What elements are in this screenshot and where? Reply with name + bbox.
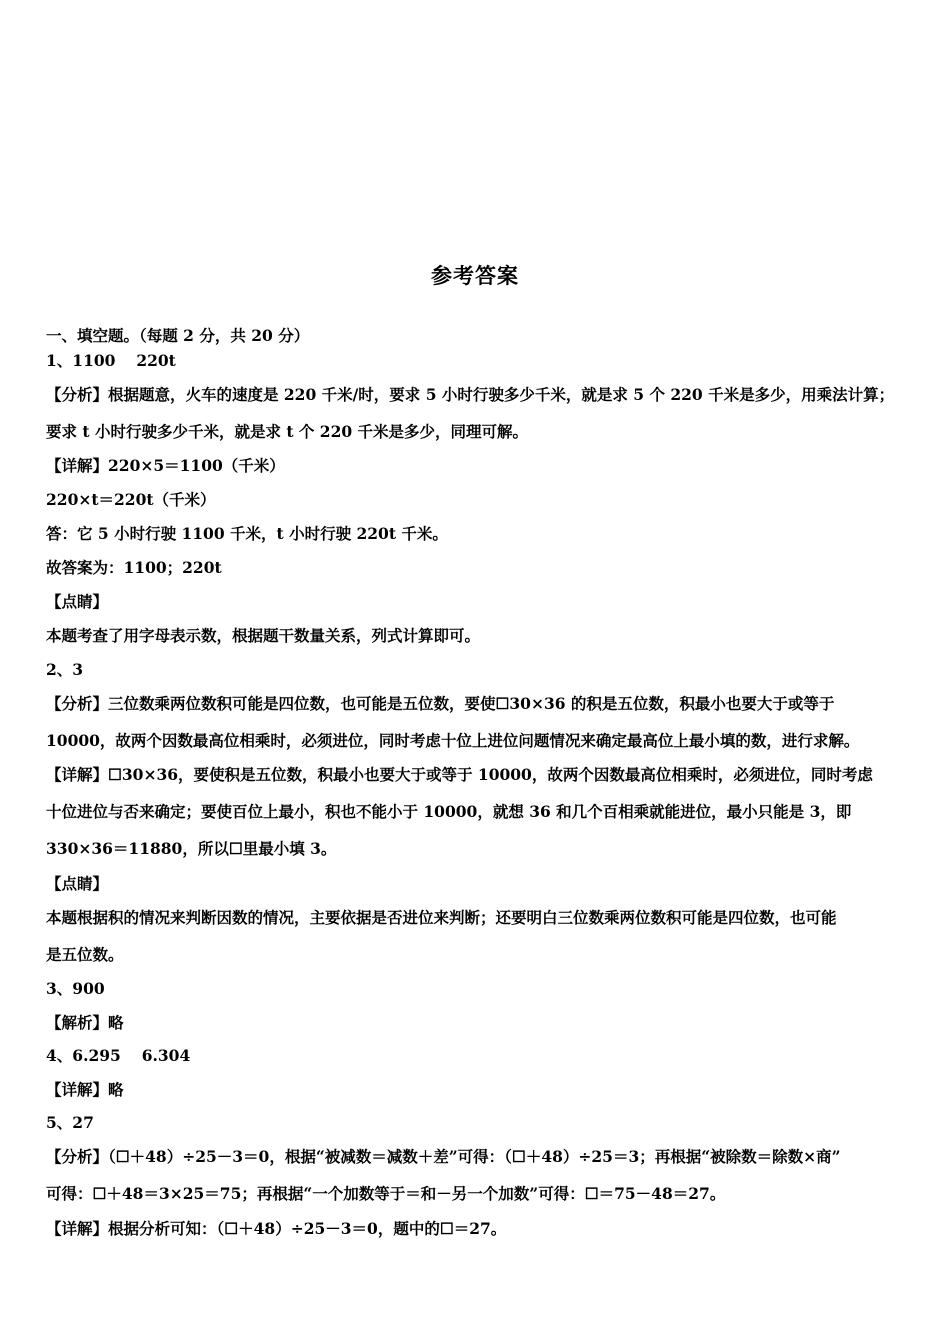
answer-3: 3、900 (46, 979, 105, 998)
answer-5: 5、27 (46, 1113, 94, 1132)
answer-4: 4、6.295 6.304 (46, 1046, 191, 1065)
analysis-1-line-2: 要求 t 小时行驶多少千米，就是求 t 个 220 千米是多少，同理可解。 (46, 422, 529, 441)
detail-2-line-3: 330×36＝11880，所以☐里最小填 3。 (46, 839, 337, 858)
page-title: 参考答案 (431, 263, 519, 288)
detail-1-line-1: 【详解】220×5＝1100（千米） (46, 456, 285, 475)
comment-2-line-2: 是五位数。 (46, 945, 124, 964)
comment-heading-2: 【点睛】 (46, 874, 109, 893)
detail-2-line-2: 十位进位与否来确定；要使百位上最小，积也不能小于 10000，就想 36 和几个百相乘就能进位，最小只能是 3，即 (46, 802, 852, 821)
analysis-5-line-1: 【分析】（☐＋48）÷25－3＝0，根据“被减数＝减数＋差”可得：（☐＋48）÷25＝3；再根据“被除数＝除数×商” (46, 1147, 841, 1166)
analysis-2-line-1: 【分析】三位数乘两位数积可能是四位数，也可能是五位数，要使☐30×36 的积是五位数，积最小也要大于或等于 (46, 694, 835, 713)
explanation-3: 【解析】略 (46, 1013, 124, 1032)
analysis-1-line-1: 【分析】根据题意，火车的速度是 220 千米/时，要求 5 小时行驶多少千米，就是求 5 个 220 千米是多少，用乘法计算； (46, 385, 895, 404)
detail-4: 【详解】略 (46, 1080, 124, 1099)
final-answer-1: 故答案为：1100；220t (46, 558, 222, 577)
section-heading: 一、填空题。（每题 2 分，共 20 分） (46, 326, 310, 345)
detail-5: 【详解】根据分析可知：（☐＋48）÷25－3＝0，题中的☐＝27。 (46, 1219, 507, 1238)
comment-2-line-1: 本题根据积的情况来判断因数的情况，主要依据是否进位来判断；还要明白三位数乘两位数积可能是四位数，也可能 (46, 908, 837, 927)
comment-heading-1: 【点睛】 (46, 592, 109, 611)
detail-1-line-2: 220×t＝220t（千米） (46, 490, 216, 509)
answer-1: 1、1100 220t (46, 351, 176, 370)
analysis-5-line-2: 可得：☐＋48＝3×25＝75；再根据“一个加数等于＝和－另一个加数”可得：☐＝75－48＝27。 (46, 1184, 726, 1203)
reply-1: 答：它 5 小时行驶 1100 千米，t 小时行驶 220t 千米。 (46, 524, 448, 543)
analysis-2-line-2: 10000，故两个因数最高位相乘时，必须进位，同时考虑十位上进位问题情况来确定最高位上最小填的数，进行求解。 (46, 731, 860, 750)
comment-1: 本题考查了用字母表示数，根据题干数量关系，列式计算即可。 (46, 626, 481, 645)
detail-2-line-1: 【详解】☐30×36，要使积是五位数，积最小也要大于或等于 10000，故两个因数最高位相乘时，必须进位，同时考虑 (46, 765, 873, 784)
answer-2: 2、3 (46, 660, 84, 679)
